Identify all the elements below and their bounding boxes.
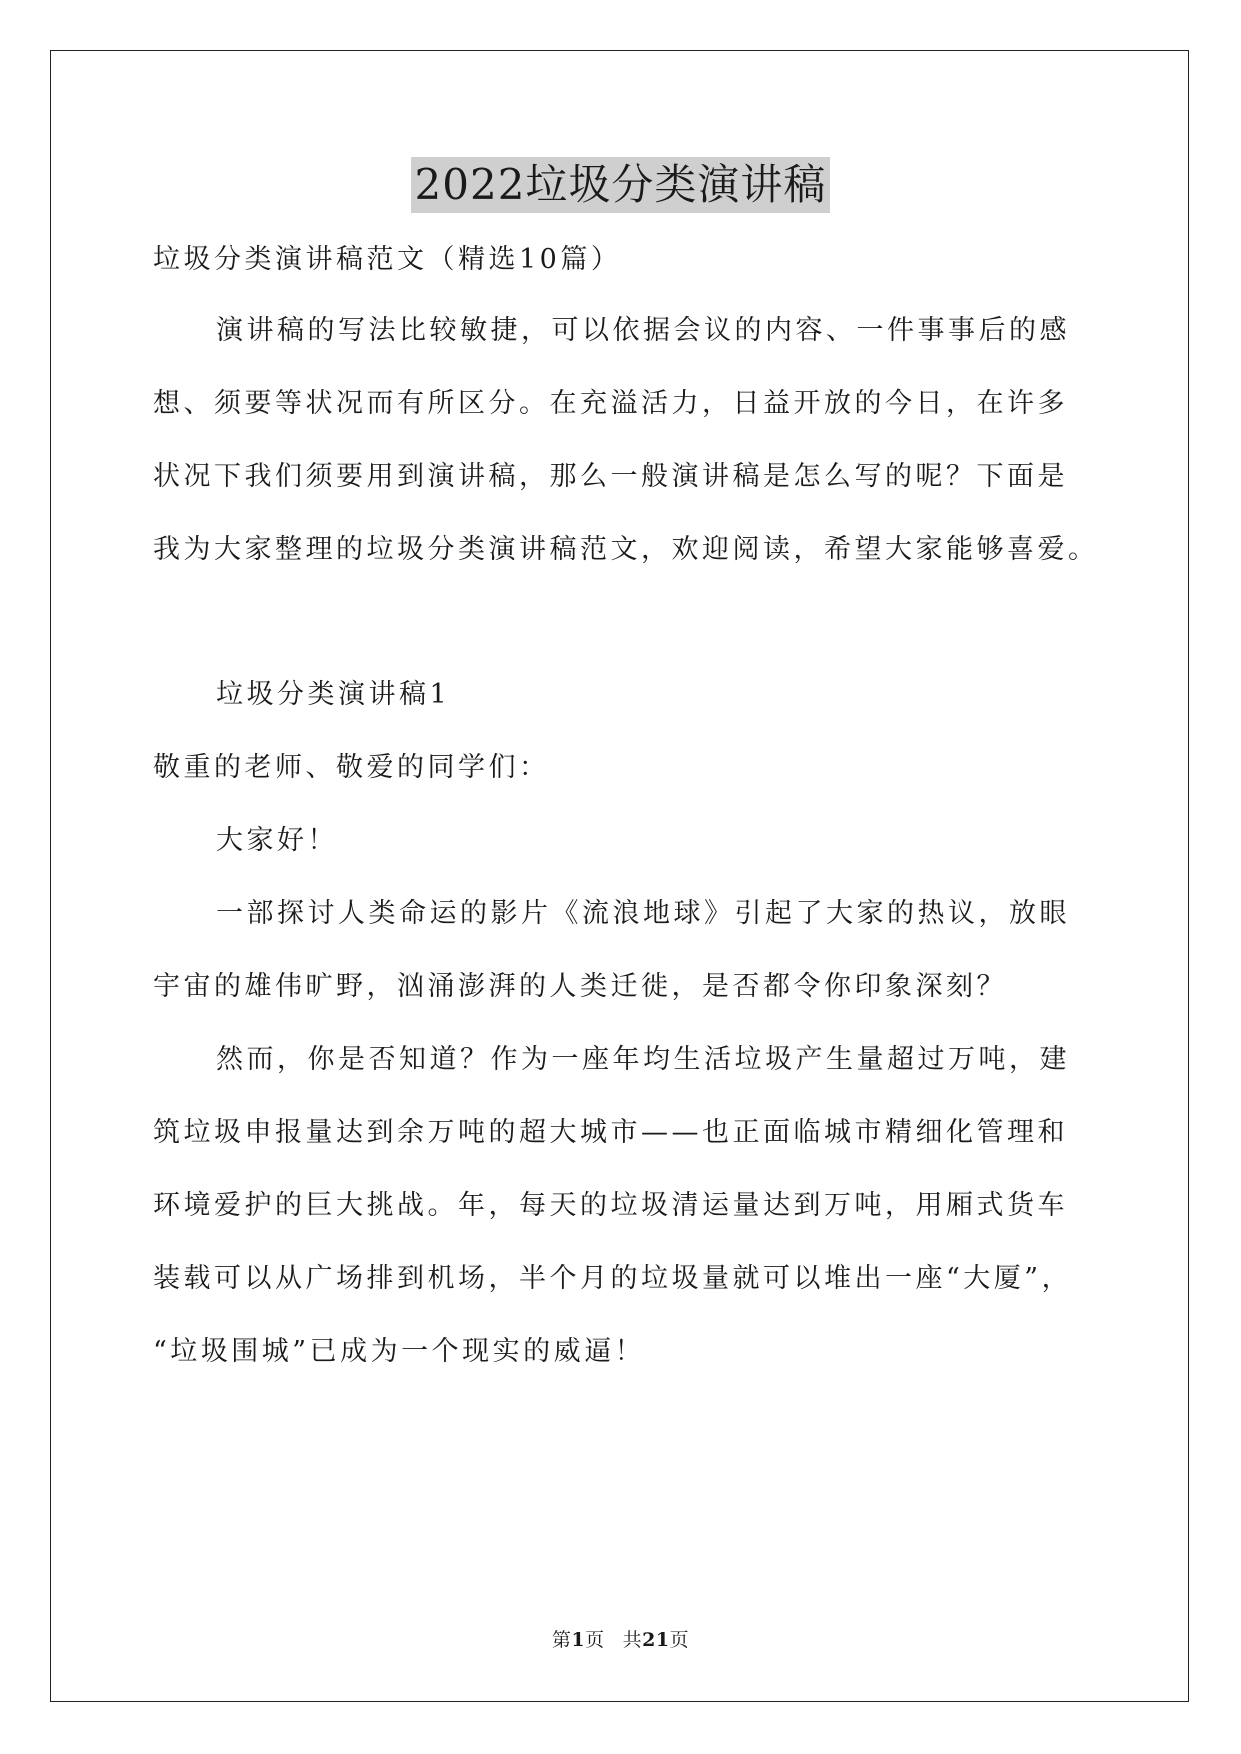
page-prefix: 第 (551, 1629, 572, 1651)
document-title: 2022垃圾分类演讲稿 (411, 157, 831, 213)
paragraph-line: 状况下我们须要用到演讲稿，那么一般演讲稿是怎么写的呢？下面是 (153, 461, 1068, 492)
total-pages: 21 (642, 1629, 670, 1651)
paragraph-line: 演讲稿的写法比较敏捷，可以依据会议的内容、一件事事后的感 (216, 315, 1070, 346)
page-suffix: 页 (585, 1629, 605, 1651)
paragraph-line: 然而，你是否知道？作为一座年均生活垃圾产生量超过万吨，建 (216, 1044, 1070, 1075)
page-number: 1 (571, 1629, 586, 1651)
title-container (0, 157, 1241, 213)
paragraph-line: “垃圾围城”已成为一个现实的威逼！ (153, 1336, 646, 1367)
paragraph-line: 想、须要等状况而有所区分。在充溢活力，日益开放的今日，在许多 (153, 388, 1068, 419)
salutation: 敬重的老师、敬爱的同学们： (153, 752, 550, 783)
paragraph-line: 一部探讨人类命运的影片《流浪地球》引起了大家的热议，放眼 (216, 898, 1070, 929)
total-prefix: 共 (622, 1629, 643, 1651)
paragraph-line: 筑垃圾申报量达到余万吨的超大城市——也正面临城市精细化管理和 (153, 1117, 1068, 1148)
page-footer (0, 1628, 1241, 1652)
paragraph-line: 我为大家整理的垃圾分类演讲稿范文，欢迎阅读，希望大家能够喜爱。 (153, 534, 1099, 565)
paragraph-line: 环境爱护的巨大挑战。年，每天的垃圾清运量达到万吨，用厢式货车 (153, 1190, 1068, 1221)
greeting: 大家好！ (216, 825, 338, 856)
paragraph-line: 装载可以从广场排到机场，半个月的垃圾量就可以堆出一座“大厦”， (153, 1263, 1073, 1294)
total-suffix: 页 (669, 1629, 690, 1651)
subtitle: 垃圾分类演讲稿范文（精选10篇） (153, 244, 622, 275)
paragraph-line: 宇宙的雄伟旷野，汹涌澎湃的人类迁徙，是否都令你印象深刻？ (153, 971, 1007, 1002)
page-border (50, 50, 1189, 1702)
section-heading: 垃圾分类演讲稿1 (216, 679, 451, 710)
